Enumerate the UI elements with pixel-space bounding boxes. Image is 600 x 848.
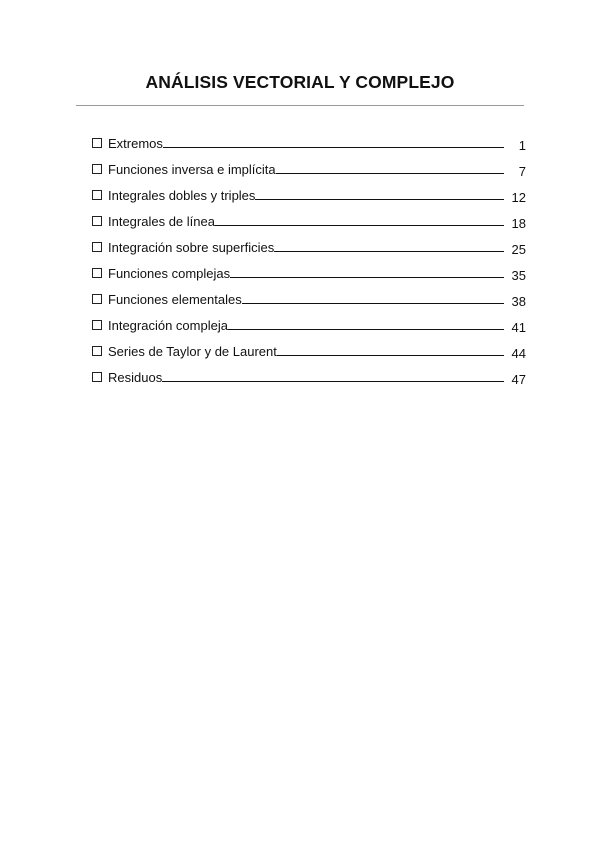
toc-item[interactable] [92,359,526,385]
toc-leader-line [162,381,504,382]
toc-item-label: Funciones elementales [108,292,242,307]
toc-leader-line [277,355,504,356]
checkbox-icon[interactable] [92,138,102,148]
toc-item-label: Integrales de línea [108,214,215,229]
toc-item-page: 12 [511,190,526,205]
checkbox-icon[interactable] [92,216,102,226]
toc-item-label: Funciones complejas [108,266,231,281]
checkbox-icon[interactable] [92,242,102,252]
table-of-contents [92,125,526,385]
toc-leader-line [255,199,504,200]
toc-leader-line [230,277,504,278]
toc-item-label: Integrales dobles y triples [108,188,256,203]
toc-item-page: 38 [511,294,526,309]
toc-leader-line [215,225,504,226]
toc-item-page: 25 [511,242,526,257]
toc-item-page: 44 [511,346,526,361]
checkbox-icon[interactable] [92,320,102,330]
toc-leader-line [163,147,504,148]
checkbox-icon[interactable] [92,190,102,200]
toc-item[interactable] [92,125,526,151]
toc-item-label: Integración compleja [108,318,228,333]
toc-leader-line [228,329,504,330]
checkbox-icon[interactable] [92,346,102,356]
toc-item-page: 18 [511,216,526,231]
toc-item-label: Extremos [108,136,163,151]
checkbox-icon[interactable] [92,268,102,278]
page-title: ANÁLISIS VECTORIAL Y COMPLEJO [145,72,455,92]
toc-item[interactable] [92,255,526,281]
toc-item[interactable] [92,307,526,333]
toc-item-label: Funciones inversa e implícita [108,162,276,177]
toc-item-page: 1 [518,138,526,153]
toc-item[interactable] [92,177,526,203]
toc-item[interactable] [92,151,526,177]
toc-item-label: Integración sobre superficies [108,240,275,255]
toc-item-page: 35 [511,268,526,283]
toc-leader-line [274,251,504,252]
checkbox-icon[interactable] [92,372,102,382]
toc-item[interactable] [92,229,526,255]
toc-item[interactable] [92,281,526,307]
title-divider [76,105,524,106]
toc-item[interactable] [92,333,526,359]
toc-leader-line [242,303,504,304]
toc-item-page: 47 [511,372,526,387]
checkbox-icon[interactable] [92,294,102,304]
toc-item[interactable] [92,203,526,229]
toc-item-page: 41 [511,320,526,335]
toc-item-label: Residuos [108,370,163,385]
toc-item-page: 7 [518,164,526,179]
checkbox-icon[interactable] [92,164,102,174]
toc-leader-line [276,173,504,174]
toc-item-label: Series de Taylor y de Laurent [108,344,277,359]
